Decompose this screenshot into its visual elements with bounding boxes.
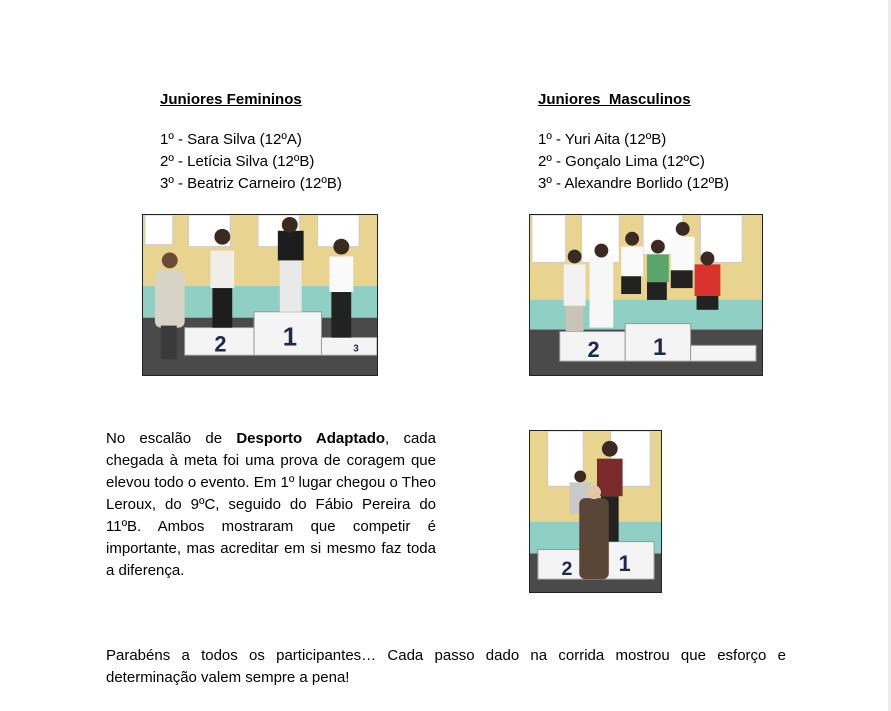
male-result-3: 3º - Alexandre Borlido (12ºB) — [538, 175, 730, 192]
adapted-bold: Desporto Adaptado — [236, 430, 386, 447]
podium-3-label: 3 — [353, 343, 359, 355]
female-result-2: 2º - Letícia Silva (12ºB) — [160, 153, 315, 170]
male-podium-photo — [529, 214, 763, 376]
adapted-rest: , cada chegada à meta foi uma prova de coragem que elevou todo o evento. Em 1º lugar chegou o Theo Leroux, do 9ºC, seguido do Fábio Pereira do 11ºB. Ambos mostraram que competir é importante, mas acreditar em si mesmo faz toda a diferença. — [106, 430, 436, 579]
female-results-list — [160, 129, 342, 195]
podium-2-label: 2 — [561, 558, 573, 581]
podium-2-label: 2 — [214, 331, 227, 357]
male-heading: Juniores Masculinos — [538, 91, 691, 108]
male-result-2: 2º - Gonçalo Lima (12ºC) — [538, 153, 705, 170]
female-result-3: 3º - Beatriz Carneiro (12ºB) — [160, 175, 342, 192]
male-results-list — [538, 129, 729, 195]
podium-1-label: 1 — [282, 323, 298, 352]
female-result-1: 1º - Sara Silva (12ºA) — [160, 131, 302, 148]
adapted-podium-photo — [529, 430, 662, 593]
male-result-1: 1º - Yuri Aita (12ºB) — [538, 131, 667, 148]
female-heading: Juniores Femininos — [160, 91, 302, 108]
adapted-intro: No escalão de — [106, 430, 237, 447]
podium-1-label: 1 — [618, 551, 631, 577]
closing-paragraph: Parabéns a todos os participantes… Cada passo dado na corrida mostrou que esforço e determinação valem sempre a pena! — [106, 647, 786, 686]
podium-2-label: 2 — [587, 337, 600, 363]
adapted-paragraph — [106, 428, 436, 582]
female-podium-photo — [142, 214, 378, 376]
podium-1-label: 1 — [652, 335, 667, 362]
